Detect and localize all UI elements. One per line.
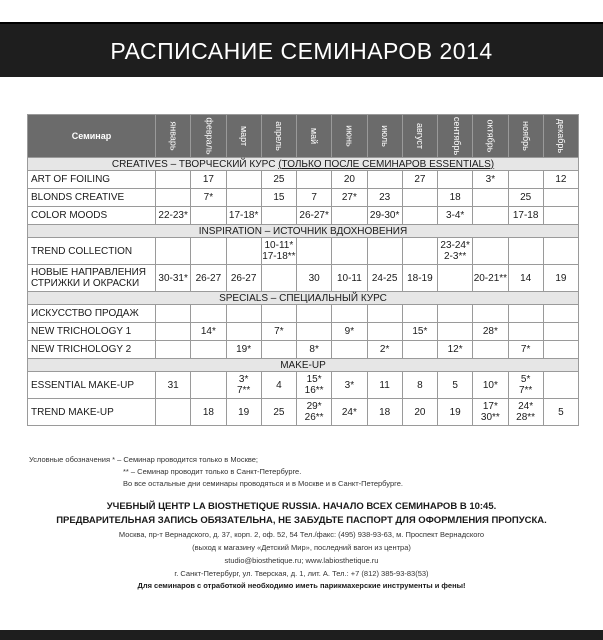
- section-row: [28, 359, 579, 372]
- date-cell: [473, 238, 508, 265]
- date-cell: 3-4*: [438, 207, 473, 225]
- section-title-note: (ТОЛЬКО ПОСЛЕ СЕМИНАРОВ ESSENTIALS): [278, 158, 495, 170]
- date-cell: 8*: [297, 341, 332, 359]
- date-cell: 22-23*: [156, 207, 191, 225]
- date-cell: [473, 305, 508, 323]
- header-month: [191, 115, 226, 158]
- date-cell: [508, 323, 543, 341]
- date-cell: [438, 305, 473, 323]
- date-cell: [156, 238, 191, 265]
- date-cell: 27: [402, 171, 437, 189]
- date-cell: 26-27: [191, 265, 226, 292]
- date-cell: 18: [438, 189, 473, 207]
- header-month: [332, 115, 367, 158]
- section-title: [28, 359, 579, 372]
- date-cell: 5: [438, 372, 473, 399]
- legend-line-2: ** – Семинар проводит только в Санкт-Петербурге.: [123, 467, 302, 476]
- date-cell: 24* 28**: [508, 399, 543, 426]
- date-cell: 15*: [402, 323, 437, 341]
- table-row: [28, 341, 579, 359]
- footer: [0, 500, 603, 592]
- date-cell: 23: [367, 189, 402, 207]
- date-cell: [402, 305, 437, 323]
- date-cell: [402, 207, 437, 225]
- date-cell: [297, 171, 332, 189]
- date-cell: [191, 207, 226, 225]
- header-month: [438, 115, 473, 158]
- date-cell: 9*: [332, 323, 367, 341]
- table-header-row: [28, 115, 579, 158]
- date-cell: 7*: [508, 341, 543, 359]
- date-cell: [473, 341, 508, 359]
- header-month: [543, 115, 578, 158]
- date-cell: 15: [261, 189, 296, 207]
- address-spb: г. Санкт-Петербург, ул. Тверская, д. 1, лит. А. Тел.: +7 (812) 385-93-83(53): [174, 569, 429, 578]
- date-cell: 17-18*: [226, 207, 261, 225]
- month-label: ноябрь: [520, 121, 531, 151]
- month-label: июль: [379, 125, 390, 147]
- date-cell: [367, 323, 402, 341]
- seminar-name: NEW TRICHOLOGY 2: [28, 341, 156, 359]
- date-cell: 5: [543, 399, 578, 426]
- seminar-name: ESSENTIAL MAKE-UP: [28, 372, 156, 399]
- date-cell: 3*: [332, 372, 367, 399]
- section-title: [28, 158, 579, 171]
- date-cell: [226, 305, 261, 323]
- header-month: [367, 115, 402, 158]
- date-cell: [367, 171, 402, 189]
- date-cell: 10*: [473, 372, 508, 399]
- date-cell: [473, 189, 508, 207]
- date-cell: 18-19: [402, 265, 437, 292]
- seminar-name: TREND COLLECTION: [28, 238, 156, 265]
- header-month: [402, 115, 437, 158]
- legend: [29, 454, 403, 490]
- date-cell: [332, 341, 367, 359]
- date-cell: 3*: [473, 171, 508, 189]
- header-month: [473, 115, 508, 158]
- date-cell: [297, 305, 332, 323]
- date-cell: 28*: [473, 323, 508, 341]
- date-cell: [543, 189, 578, 207]
- date-cell: [402, 189, 437, 207]
- table-row: [28, 372, 579, 399]
- date-cell: 15* 16**: [297, 372, 332, 399]
- date-cell: [226, 238, 261, 265]
- schedule-table: [27, 114, 579, 426]
- date-cell: [191, 305, 226, 323]
- date-cell: 17: [191, 171, 226, 189]
- date-cell: 17-18: [508, 207, 543, 225]
- date-cell: 20: [332, 171, 367, 189]
- month-label: декабрь: [555, 118, 566, 154]
- section-row: [28, 158, 579, 171]
- legend-line-3: Во все остальные дни семинары проводяться и в Москве и в Санкт-Петербурге.: [123, 479, 403, 488]
- date-cell: [297, 238, 332, 265]
- date-cell: [226, 323, 261, 341]
- address-note: (выход к магазину «Детский Мир», последний вагон из центра): [192, 543, 411, 552]
- month-label: февраль: [204, 117, 215, 155]
- seminar-name: ИСКУССТВО ПРОДАЖ: [28, 305, 156, 323]
- section-title: [28, 292, 579, 305]
- month-label: апрель: [273, 121, 284, 151]
- date-cell: 20-21**: [473, 265, 508, 292]
- date-cell: [261, 305, 296, 323]
- section-title-text: INSPIRATION – ИСТОЧНИК ВДОХНОВЕНИЯ: [198, 225, 408, 237]
- date-cell: 29* 26**: [297, 399, 332, 426]
- seminar-name: TREND MAKE-UP: [28, 399, 156, 426]
- section-row: [28, 292, 579, 305]
- header-month: [297, 115, 332, 158]
- date-cell: 30: [297, 265, 332, 292]
- bottom-bar: [0, 630, 603, 640]
- date-cell: 20: [402, 399, 437, 426]
- table-row: [28, 238, 579, 265]
- month-label: сентябрь: [452, 116, 463, 156]
- date-cell: 25: [508, 189, 543, 207]
- date-cell: 17* 30**: [473, 399, 508, 426]
- seminar-name: ART OF FOILING: [28, 171, 156, 189]
- date-cell: 3* 7**: [226, 372, 261, 399]
- month-label: октябрь: [485, 119, 496, 153]
- date-cell: [543, 305, 578, 323]
- date-cell: 2*: [367, 341, 402, 359]
- date-cell: [543, 207, 578, 225]
- month-label: июнь: [344, 125, 355, 147]
- date-cell: 24-25: [367, 265, 402, 292]
- date-cell: 12*: [438, 341, 473, 359]
- table-row: [28, 399, 579, 426]
- date-cell: 5* 7**: [508, 372, 543, 399]
- date-cell: [191, 372, 226, 399]
- date-cell: [156, 323, 191, 341]
- date-cell: 31: [156, 372, 191, 399]
- date-cell: 26-27: [226, 265, 261, 292]
- date-cell: 25: [261, 399, 296, 426]
- date-cell: [473, 207, 508, 225]
- date-cell: 18: [191, 399, 226, 426]
- date-cell: [438, 323, 473, 341]
- month-label: март: [238, 125, 249, 147]
- date-cell: [402, 341, 437, 359]
- date-cell: 26-27*: [297, 207, 332, 225]
- date-cell: [156, 341, 191, 359]
- date-cell: [191, 341, 226, 359]
- date-cell: 19*: [226, 341, 261, 359]
- date-cell: 25: [261, 171, 296, 189]
- date-cell: 10-11* 17-18**: [261, 238, 296, 265]
- address-moscow: Москва, пр-т Вернадского, д. 37, корп. 2, оф. 52, 54 Тел./факс: (495) 938-93-63, м. Проспект Вернадского: [118, 530, 485, 539]
- seminar-name: NEW TRICHOLOGY 1: [28, 323, 156, 341]
- month-label: август: [414, 122, 425, 150]
- contacts: studio@biosthetique.ru; www.labiosthetique.ru: [224, 556, 379, 565]
- section-title-text: MAKE-UP: [280, 359, 326, 371]
- date-cell: [438, 265, 473, 292]
- date-cell: [508, 238, 543, 265]
- date-cell: 8: [402, 372, 437, 399]
- section-title-text: CREATIVES – ТВОРЧЕСКИЙ КУРС: [111, 158, 279, 170]
- date-cell: 12: [543, 171, 578, 189]
- header-month: [226, 115, 261, 158]
- header-month: [156, 115, 191, 158]
- date-cell: [226, 189, 261, 207]
- date-cell: 19: [226, 399, 261, 426]
- seminar-name: НОВЫЕ НАПРАВЛЕНИЯ СТРИЖКИ И ОКРАСКИ: [28, 265, 156, 292]
- date-cell: [508, 305, 543, 323]
- table-row: [28, 171, 579, 189]
- date-cell: [543, 323, 578, 341]
- date-cell: [156, 171, 191, 189]
- date-cell: [367, 238, 402, 265]
- date-cell: [156, 399, 191, 426]
- legend-line-1: Условные обозначения * – Семинар проводится только в Москве;: [29, 455, 259, 464]
- date-cell: [508, 171, 543, 189]
- title-banner: [0, 22, 603, 77]
- date-cell: [402, 238, 437, 265]
- date-cell: [261, 265, 296, 292]
- table-row: [28, 189, 579, 207]
- month-label: январь: [168, 121, 179, 151]
- section-row: [28, 225, 579, 238]
- date-cell: 18: [367, 399, 402, 426]
- date-cell: [156, 189, 191, 207]
- table-row: [28, 323, 579, 341]
- footer-line-1: УЧЕБНЫЙ ЦЕНТР LA BIOSTHETIQUE RUSSIA. НАЧАЛО ВСЕХ СЕМИНАРОВ В 10:45.: [106, 501, 497, 512]
- date-cell: 24*: [332, 399, 367, 426]
- date-cell: [332, 207, 367, 225]
- seminar-name: COLOR MOODS: [28, 207, 156, 225]
- month-label: май: [309, 127, 320, 145]
- header-month: [261, 115, 296, 158]
- date-cell: 7: [297, 189, 332, 207]
- date-cell: 19: [543, 265, 578, 292]
- date-cell: [543, 238, 578, 265]
- top-margin: [0, 0, 603, 22]
- page-title: РАСПИСАНИЕ СЕМИНАРОВ 2014: [110, 38, 493, 64]
- date-cell: 19: [438, 399, 473, 426]
- date-cell: [543, 372, 578, 399]
- date-cell: [261, 341, 296, 359]
- date-cell: 7*: [191, 189, 226, 207]
- header-seminar: Семинар: [28, 115, 156, 158]
- date-cell: [332, 238, 367, 265]
- date-cell: 29-30*: [367, 207, 402, 225]
- date-cell: 14: [508, 265, 543, 292]
- date-cell: [543, 341, 578, 359]
- date-cell: 11: [367, 372, 402, 399]
- date-cell: [438, 171, 473, 189]
- footer-note: Для семинаров с отработкой необходимо иметь парикмахерские инструменты и фены!: [137, 581, 466, 590]
- table-body: [28, 158, 579, 426]
- date-cell: [226, 171, 261, 189]
- date-cell: [191, 238, 226, 265]
- table-row: [28, 305, 579, 323]
- section-title: [28, 225, 579, 238]
- date-cell: 4: [261, 372, 296, 399]
- date-cell: 7*: [261, 323, 296, 341]
- date-cell: [261, 207, 296, 225]
- date-cell: [332, 305, 367, 323]
- date-cell: 23-24* 2-3**: [438, 238, 473, 265]
- date-cell: 30-31*: [156, 265, 191, 292]
- date-cell: [297, 323, 332, 341]
- date-cell: 27*: [332, 189, 367, 207]
- date-cell: [156, 305, 191, 323]
- date-cell: 14*: [191, 323, 226, 341]
- header-month: [508, 115, 543, 158]
- table-row: [28, 207, 579, 225]
- table-row: [28, 265, 579, 292]
- date-cell: [367, 305, 402, 323]
- section-title-text: SPECIALS – СПЕЦИАЛЬНЫЙ КУРС: [219, 292, 387, 304]
- footer-line-2: ПРЕДВАРИТЕЛЬНАЯ ЗАПИСЬ ОБЯЗАТЕЛЬНА, НЕ ЗАБУДЬТЕ ПАСПОРТ ДЛЯ ОФОРМЛЕНИЯ ПРОПУСКА.: [56, 515, 547, 526]
- date-cell: 10-11: [332, 265, 367, 292]
- seminar-name: BLONDS CREATIVE: [28, 189, 156, 207]
